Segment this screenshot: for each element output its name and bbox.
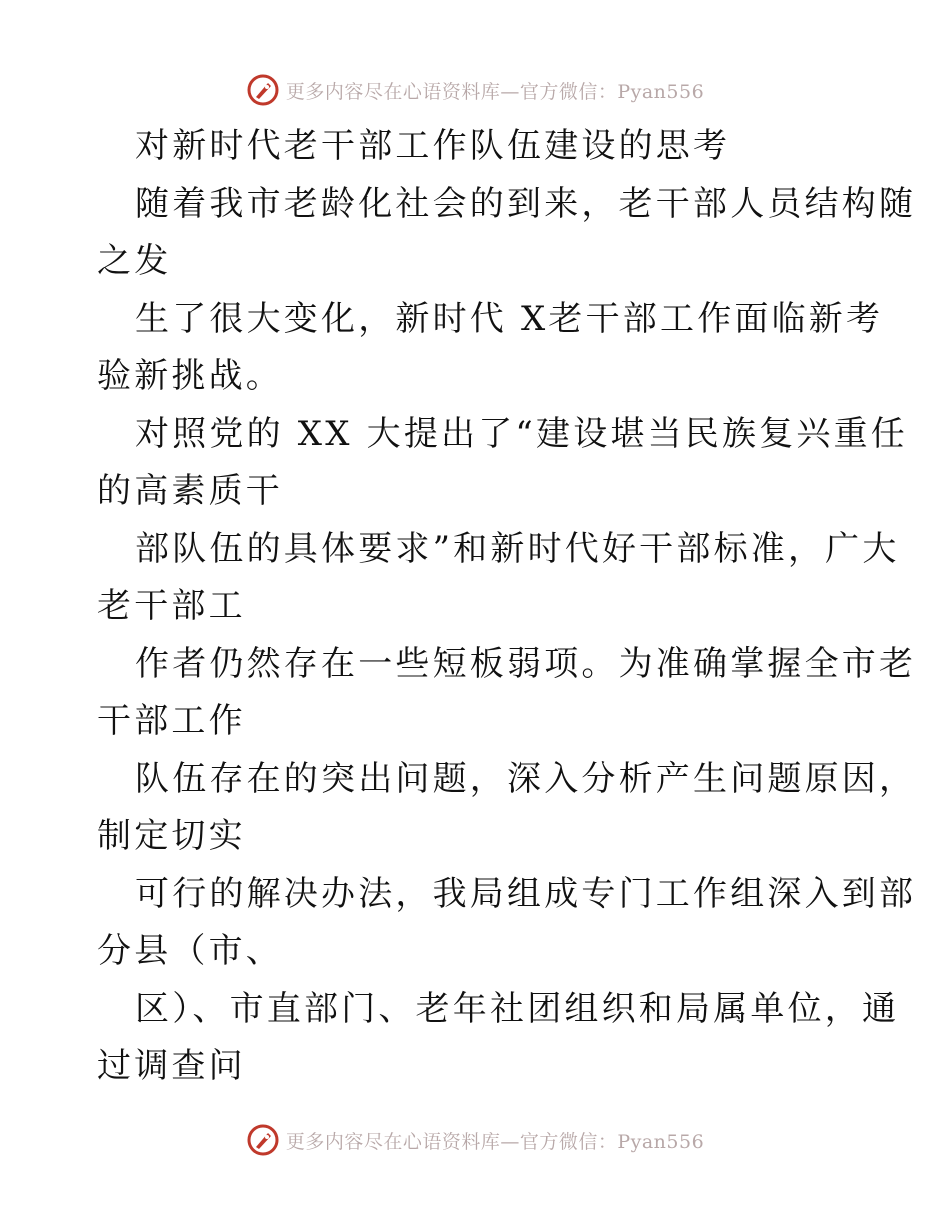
text-line: 可行的解决办法，我局组成专门工作组深入到部	[135, 873, 917, 914]
text-line: 作者仍然存在一些短板弱项。为准确掌握全市老	[135, 643, 917, 684]
text-line: 部队伍的具体要求”和新时代好干部标准，广大	[135, 528, 900, 569]
text-line: 随着我市老龄化社会的到来，老干部人员结构随	[135, 183, 917, 224]
footer-watermark	[0, 1120, 950, 1160]
text-line: 干部工作	[97, 701, 246, 741]
text-line: 之发	[97, 241, 172, 281]
pen-nib-logo-icon	[246, 73, 280, 107]
text-line: 老干部工	[97, 586, 246, 626]
text-line: 生了很大变化，新时代 X老干部工作面临新考	[135, 298, 884, 339]
text-line: 分县（市、	[97, 931, 283, 971]
text-line: 区）、市直部门、老年社团组织和局属单位，通	[135, 988, 900, 1029]
text-line: 过调查问	[97, 1046, 246, 1086]
watermark-text: 更多内容尽在心语资料库—官方微信：Pyan556	[285, 1130, 705, 1153]
text-line: 的高素质干	[97, 471, 283, 511]
pen-nib-logo-icon	[246, 1123, 280, 1157]
document-body	[97, 118, 917, 1096]
text-line: 验新挑战。	[97, 356, 283, 396]
text-line: 对照党的 XX 大提出了“建设堪当民族复兴重任	[135, 413, 909, 454]
text-line: 队伍存在的突出问题，深入分析产生问题原因，	[135, 758, 917, 799]
header-watermark	[0, 70, 950, 110]
text-line: 制定切实	[97, 816, 246, 856]
watermark-text: 更多内容尽在心语资料库—官方微信：Pyan556	[285, 80, 705, 103]
document-title: 对新时代老干部工作队伍建设的思考	[135, 126, 731, 166]
